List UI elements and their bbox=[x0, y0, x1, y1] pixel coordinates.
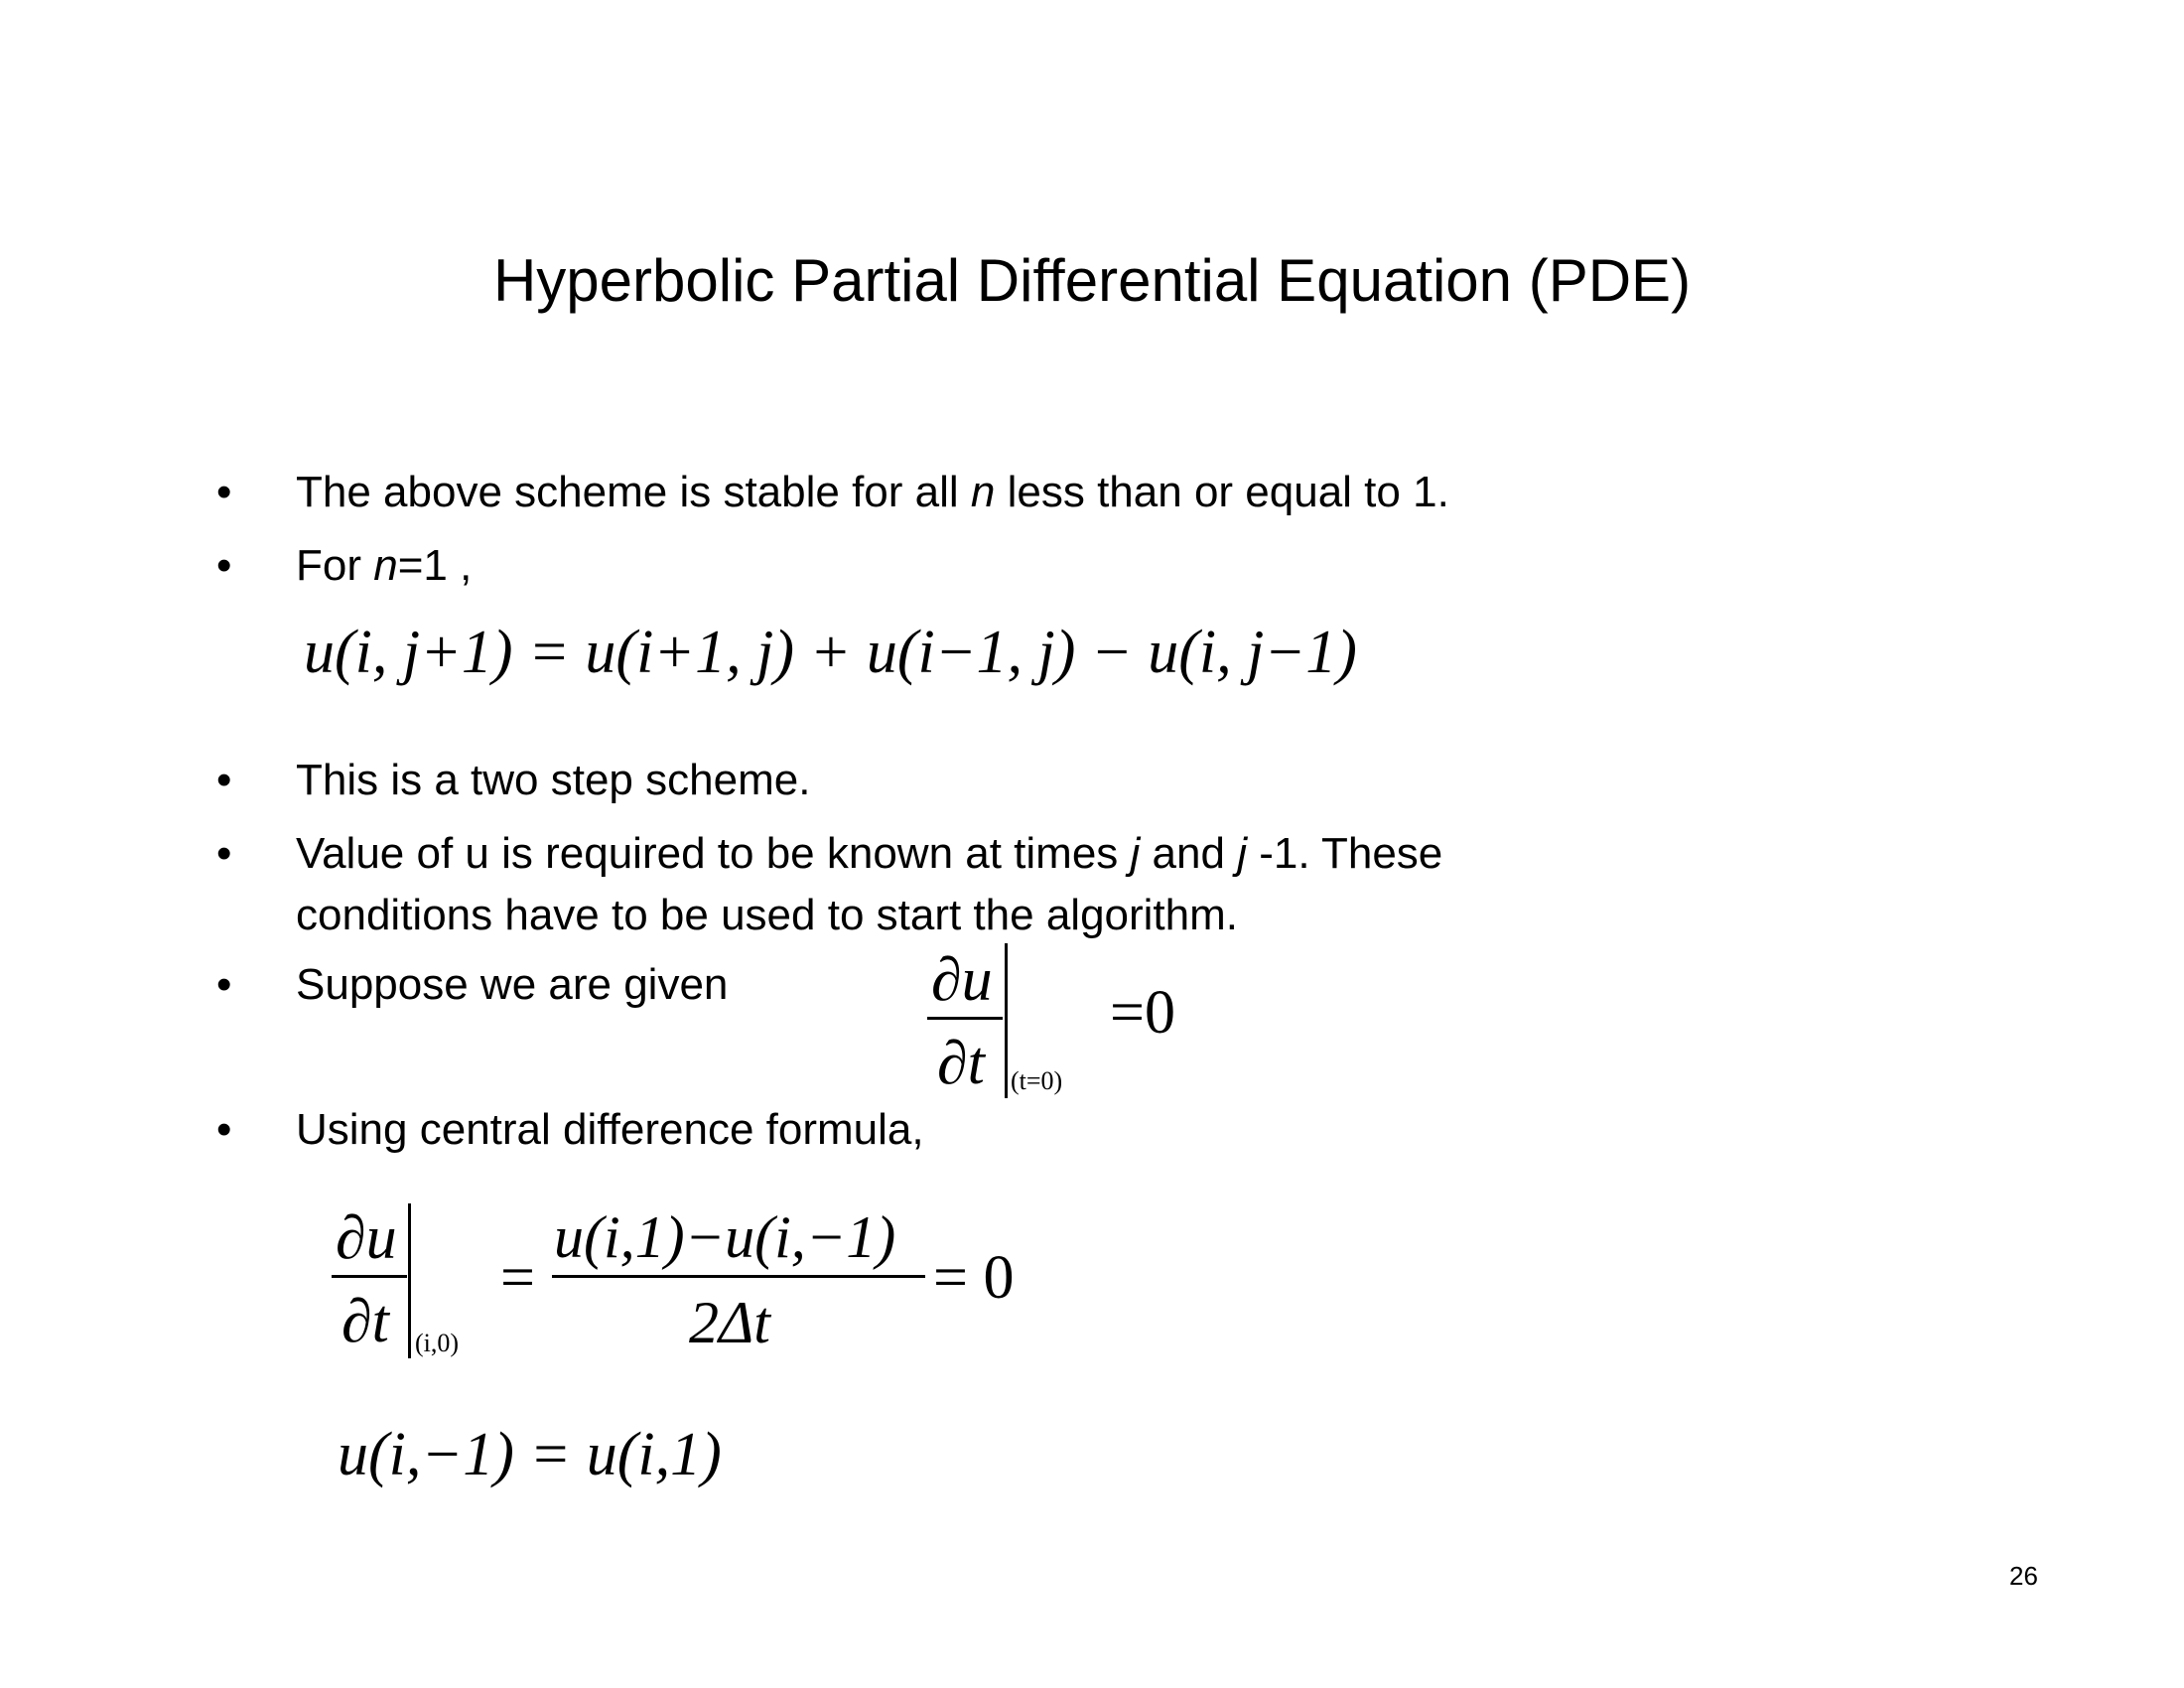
given-denominator: ∂t bbox=[937, 1030, 985, 1097]
page-number: 26 bbox=[2009, 1561, 2038, 1591]
scheme-equation: u(i, j+1) = u(i+1, j) + u(i−1, j) − u(i, j−1) bbox=[304, 619, 1357, 686]
bullet-dot: • bbox=[216, 1105, 232, 1154]
bullet-dot: • bbox=[216, 829, 232, 878]
central-frac-denominator: 2Δt bbox=[689, 1290, 770, 1355]
given-numerator: ∂u bbox=[931, 946, 993, 1014]
central-eval-point: (i,0) bbox=[415, 1329, 460, 1357]
central-rhs: = 0 bbox=[933, 1244, 1015, 1312]
central-equals: = bbox=[500, 1244, 535, 1312]
given-eval-bar bbox=[1005, 943, 1008, 1098]
bullet-dot: • bbox=[216, 960, 232, 1009]
given-rhs: =0 bbox=[1110, 979, 1175, 1047]
central-denominator: ∂t bbox=[341, 1288, 389, 1355]
page-title: Hyperbolic Partial Differential Equation (PDE) bbox=[492, 247, 1692, 314]
result-equation: u(i,−1) = u(i,1) bbox=[338, 1421, 722, 1488]
central-frac-numerator: u(i,1)−u(i,−1) bbox=[554, 1204, 896, 1270]
bullet-dot: • bbox=[216, 468, 232, 516]
central-fraction-bar bbox=[332, 1275, 407, 1278]
central-numerator: ∂u bbox=[336, 1204, 397, 1272]
central-frac-bar bbox=[552, 1275, 925, 1278]
bullet-dot: • bbox=[216, 756, 232, 804]
given-fraction-bar bbox=[927, 1017, 1003, 1020]
given-eval-point: (t=0) bbox=[1011, 1066, 1063, 1095]
bullet-dot: • bbox=[216, 541, 232, 590]
central-eval-bar bbox=[408, 1203, 411, 1358]
